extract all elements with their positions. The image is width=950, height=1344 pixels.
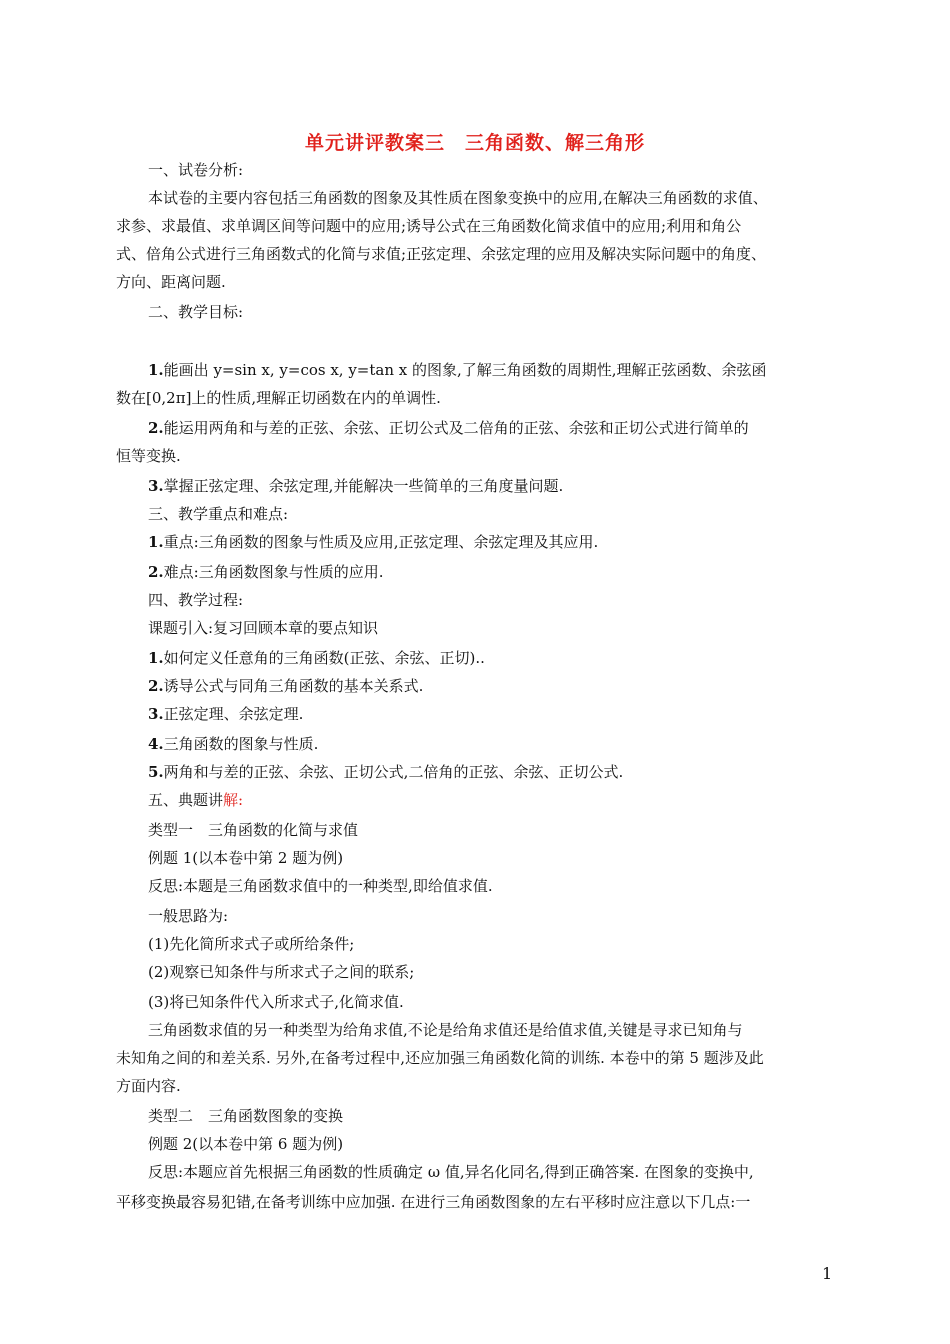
subheading: 类型二 三角函数图象的变换 — [148, 1107, 344, 1125]
section-heading: 三、教学重点和难点: — [148, 505, 289, 523]
paragraph-line: (2)观察已知条件与所求式子之间的联系; — [148, 963, 415, 981]
list-text: 能运用两角和与差的正弦、余弦、正切公式及二倍角的正弦、余弦和正切公式进行简单的 — [163, 419, 749, 437]
paragraph-line: 反思:本题应首先根据三角函数的性质确定 ω 值,异名化同名,得到正确答案. 在图象的变换中, — [148, 1163, 754, 1181]
list-text: 能画出 y=sin x, y=cos x, y=tan x 的图象,了解三角函数的周期性,理解正弦函数、余弦函 — [163, 361, 767, 379]
list-number: 3. — [148, 477, 164, 495]
list-item — [148, 562, 384, 582]
paragraph-line: 式、倍角公式进行三角函数式的化简与求值;正弦定理、余弦定理的应用及解决实际问题中的角度、 — [116, 245, 767, 263]
list-item — [148, 704, 303, 724]
paragraph-line: 平移变换最容易犯错,在备考训练中应加强. 在进行三角函数图象的左右平移时应注意以下几点:一 — [116, 1193, 751, 1211]
paragraph-line: 方面内容. — [116, 1077, 181, 1095]
list-number: 2. — [148, 677, 164, 695]
list-item — [148, 360, 767, 380]
list-text: 正弦定理、余弦定理. — [163, 705, 304, 723]
list-text: 两角和与差的正弦、余弦、正切公式,二倍角的正弦、余弦、正切公式. — [163, 763, 624, 781]
paragraph-line: (3)将已知条件代入所求式子,化简求值. — [148, 993, 404, 1011]
list-item — [148, 676, 423, 696]
page-title: 单元讲评教案三 三角函数、解三角形 — [304, 132, 645, 154]
subheading: 类型一 三角函数的化简与求值 — [148, 821, 359, 839]
paragraph-line: 未知角之间的和差关系. 另外,在备考过程中,还应加强三角函数化简的训练. 本卷中的第 5 题涉及此 — [116, 1049, 764, 1067]
list-text: 如何定义任意角的三角函数(正弦、余弦、正切).. — [163, 649, 485, 667]
list-text: 难点:三角函数图象与性质的应用. — [163, 563, 384, 581]
list-text: 重点:三角函数的图象与性质及应用,正弦定理、余弦定理及其应用. — [163, 533, 599, 551]
list-number: 4. — [148, 735, 164, 753]
section-heading: 四、教学过程: — [148, 591, 244, 609]
paragraph-line: 本试卷的主要内容包括三角函数的图象及其性质在图象变换中的应用,在解决三角函数的求值、 — [148, 189, 768, 207]
paragraph-line: 三角函数求值的另一种类型为给角求值,不论是给角求值还是给值求值,关键是寻求已知角与 — [148, 1021, 743, 1039]
list-text: 三角函数的图象与性质. — [163, 735, 319, 753]
paragraph-line: 一般思路为: — [148, 907, 229, 925]
paragraph-line: 恒等变换. — [116, 447, 181, 465]
paragraph-line: 例题 1(以本卷中第 2 题为例) — [148, 849, 344, 867]
list-number: 3. — [148, 705, 164, 723]
list-number: 5. — [148, 763, 164, 781]
list-number: 1. — [148, 533, 164, 551]
paragraph-line: 反思:本题是三角函数求值中的一种类型,即给值求值. — [148, 877, 493, 895]
list-item — [148, 476, 563, 496]
paragraph-line: (1)先化简所求式子或所给条件; — [148, 935, 355, 953]
heading-text: 五、典题讲 — [148, 791, 224, 809]
list-item — [148, 532, 598, 552]
list-item — [148, 648, 485, 668]
heading-highlight: 解: — [223, 791, 244, 809]
list-number: 1. — [148, 361, 164, 379]
list-item — [148, 734, 318, 754]
list-number: 1. — [148, 649, 164, 667]
page-number: 1 — [822, 1264, 833, 1283]
list-number: 2. — [148, 563, 164, 581]
list-number: 2. — [148, 419, 164, 437]
paragraph-line: 课题引入:复习回顾本章的要点知识 — [148, 619, 379, 637]
section-heading — [148, 790, 243, 810]
list-item — [148, 762, 623, 782]
list-text: 掌握正弦定理、余弦定理,并能解决一些简单的三角度量问题. — [163, 477, 564, 495]
list-item — [148, 418, 749, 438]
list-text: 诱导公式与同角三角函数的基本关系式. — [163, 677, 424, 695]
paragraph-line: 方向、距离问题. — [116, 273, 226, 291]
paragraph-line: 例题 2(以本卷中第 6 题为例) — [148, 1135, 344, 1153]
paragraph-line: 求参、求最值、求单调区间等问题中的应用;诱导公式在三角函数化简求值中的应用;利用和角公 — [116, 217, 742, 235]
section-heading: 一、试卷分析: — [148, 161, 244, 179]
paragraph-line: 数在[0,2π]上的性质,理解正切函数在内的单调性. — [116, 389, 441, 407]
section-heading: 二、教学目标: — [148, 303, 244, 321]
